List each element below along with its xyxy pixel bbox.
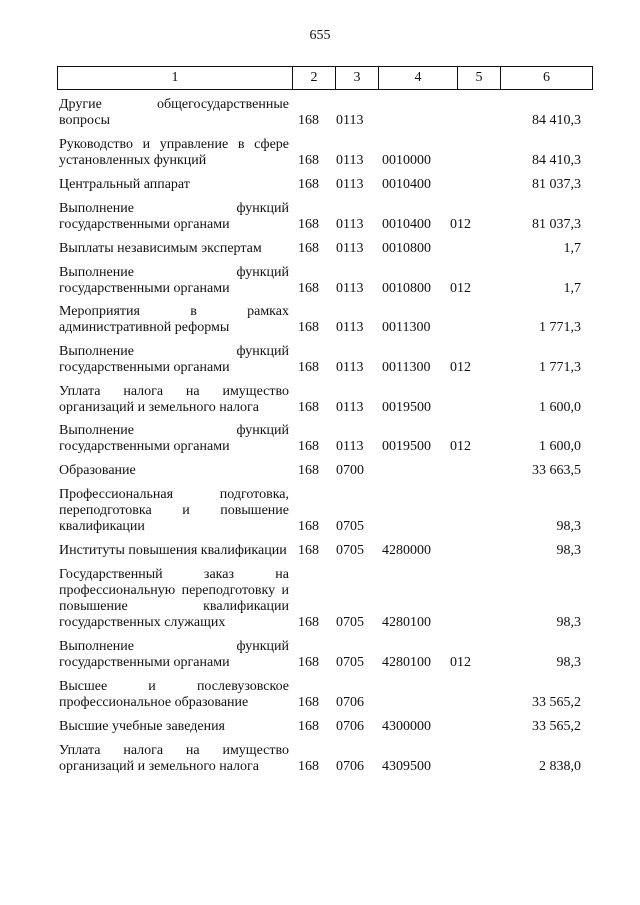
row-code-2: 168 (298, 360, 319, 375)
row-amount: 2 838,0 (539, 759, 581, 774)
row-name: Выполнение функций государственными органами (59, 201, 289, 232)
table-row (59, 384, 593, 416)
table-row (59, 487, 593, 535)
row-name: Уплата налога на имущество организаций и земельного налога (59, 743, 289, 774)
row-code-5: 012 (450, 439, 471, 454)
row-code-3: 0113 (336, 153, 364, 168)
page-number: 655 (309, 28, 331, 43)
row-amount: 33 565,2 (532, 719, 581, 734)
row-amount: 1 771,3 (539, 320, 581, 335)
row-name: Мероприятия в рамках административной реформы (59, 304, 289, 335)
column-header-5: 5 (457, 67, 500, 89)
column-header-2: 2 (292, 67, 335, 89)
table-row (59, 177, 593, 193)
row-name: Выполнение функций государственными органами (59, 344, 289, 375)
row-code-4: 4280100 (382, 655, 431, 670)
row-amount: 1,7 (563, 281, 581, 296)
row-code-4: 0019500 (382, 439, 431, 454)
row-code-2: 168 (298, 759, 319, 774)
row-name: Государственный заказ на профессиональную переподготовку и повышение квалификации государственных служащих (59, 567, 289, 630)
row-code-3: 0113 (336, 177, 364, 192)
row-code-2: 168 (298, 655, 319, 670)
row-name: Профессиональная подготовка, переподготовка и повышение квалификации (59, 487, 289, 534)
row-code-3: 0706 (336, 695, 364, 710)
row-code-3: 0113 (336, 400, 364, 415)
row-amount: 33 565,2 (532, 695, 581, 710)
row-amount: 1 600,0 (539, 400, 581, 415)
row-code-3: 0113 (336, 241, 364, 256)
row-code-2: 168 (298, 241, 319, 256)
row-code-3: 0705 (336, 543, 364, 558)
table-row (59, 567, 593, 631)
row-amount: 98,3 (556, 655, 581, 670)
table-row (59, 241, 593, 257)
row-name: Выплаты независимым экспертам (59, 241, 262, 256)
row-amount: 98,3 (556, 615, 581, 630)
row-name: Другие общегосударственные вопросы (59, 97, 289, 128)
row-code-4: 4300000 (382, 719, 431, 734)
row-name: Руководство и управление в сфере установленных функций (59, 137, 289, 168)
row-code-2: 168 (298, 320, 319, 335)
row-name: Образование (59, 463, 136, 478)
row-code-5: 012 (450, 217, 471, 232)
row-code-4: 0010800 (382, 281, 431, 296)
row-code-2: 168 (298, 153, 319, 168)
row-name: Высшее и послевузовское профессиональное образование (59, 679, 289, 710)
table-row (59, 97, 593, 129)
row-code-3: 0705 (336, 519, 364, 534)
row-name: Выполнение функций государственными органами (59, 639, 289, 670)
table-row (59, 639, 593, 671)
row-code-4: 0011300 (382, 320, 431, 335)
row-name: Институты повышения квалификации (59, 543, 287, 558)
row-code-2: 168 (298, 281, 319, 296)
row-code-4: 0010000 (382, 153, 431, 168)
row-code-2: 168 (298, 695, 319, 710)
column-header-6: 6 (500, 67, 592, 89)
row-amount: 1,7 (563, 241, 581, 256)
row-name: Выполнение функций государственными органами (59, 423, 289, 454)
table-row (59, 265, 593, 297)
row-code-4: 0010400 (382, 177, 431, 192)
row-code-3: 0706 (336, 719, 364, 734)
row-code-5: 012 (450, 281, 471, 296)
row-code-4: 0011300 (382, 360, 431, 375)
table-row (59, 543, 593, 559)
row-code-2: 168 (298, 177, 319, 192)
row-code-2: 168 (298, 519, 319, 534)
row-amount: 81 037,3 (532, 217, 581, 232)
row-code-5: 012 (450, 360, 471, 375)
row-code-3: 0113 (336, 360, 364, 375)
row-code-3: 0113 (336, 113, 364, 128)
table-row (59, 344, 593, 376)
row-amount: 1 600,0 (539, 439, 581, 454)
row-code-2: 168 (298, 400, 319, 415)
row-code-2: 168 (298, 113, 319, 128)
row-code-3: 0705 (336, 615, 364, 630)
table-row (59, 743, 593, 775)
row-name: Высшие учебные заведения (59, 719, 225, 734)
row-amount: 33 663,5 (532, 463, 581, 478)
row-code-2: 168 (298, 217, 319, 232)
table-row (59, 719, 593, 735)
row-code-3: 0113 (336, 439, 364, 454)
row-name: Уплата налога на имущество организаций и земельного налога (59, 384, 289, 415)
table-row (59, 423, 593, 455)
column-header-1: 1 (171, 70, 179, 85)
row-code-4: 4280000 (382, 543, 431, 558)
table-row (59, 201, 593, 233)
row-code-4: 0010400 (382, 217, 431, 232)
row-code-2: 168 (298, 615, 319, 630)
column-header-3: 3 (335, 67, 378, 89)
table-header (57, 66, 593, 90)
row-code-4: 4280100 (382, 615, 431, 630)
row-name: Выполнение функций государственными органами (59, 265, 289, 296)
column-header-4: 4 (378, 67, 457, 89)
row-code-3: 0113 (336, 281, 364, 296)
row-amount: 81 037,3 (532, 177, 581, 192)
row-code-2: 168 (298, 463, 319, 478)
table-row (59, 304, 593, 336)
row-code-3: 0700 (336, 463, 364, 478)
row-amount: 98,3 (556, 543, 581, 558)
table-row (59, 679, 593, 711)
row-code-4: 0010800 (382, 241, 431, 256)
row-code-2: 168 (298, 543, 319, 558)
row-amount: 84 410,3 (532, 153, 581, 168)
row-code-3: 0113 (336, 320, 364, 335)
row-code-4: 4309500 (382, 759, 431, 774)
row-amount: 98,3 (556, 519, 581, 534)
row-amount: 1 771,3 (539, 360, 581, 375)
row-code-2: 168 (298, 439, 319, 454)
row-code-4: 0019500 (382, 400, 431, 415)
table-row (59, 463, 593, 479)
row-code-3: 0113 (336, 217, 364, 232)
table-row (59, 137, 593, 169)
row-code-3: 0706 (336, 759, 364, 774)
row-amount: 84 410,3 (532, 113, 581, 128)
row-code-3: 0705 (336, 655, 364, 670)
row-name: Центральный аппарат (59, 177, 190, 192)
row-code-5: 012 (450, 655, 471, 670)
row-code-2: 168 (298, 719, 319, 734)
